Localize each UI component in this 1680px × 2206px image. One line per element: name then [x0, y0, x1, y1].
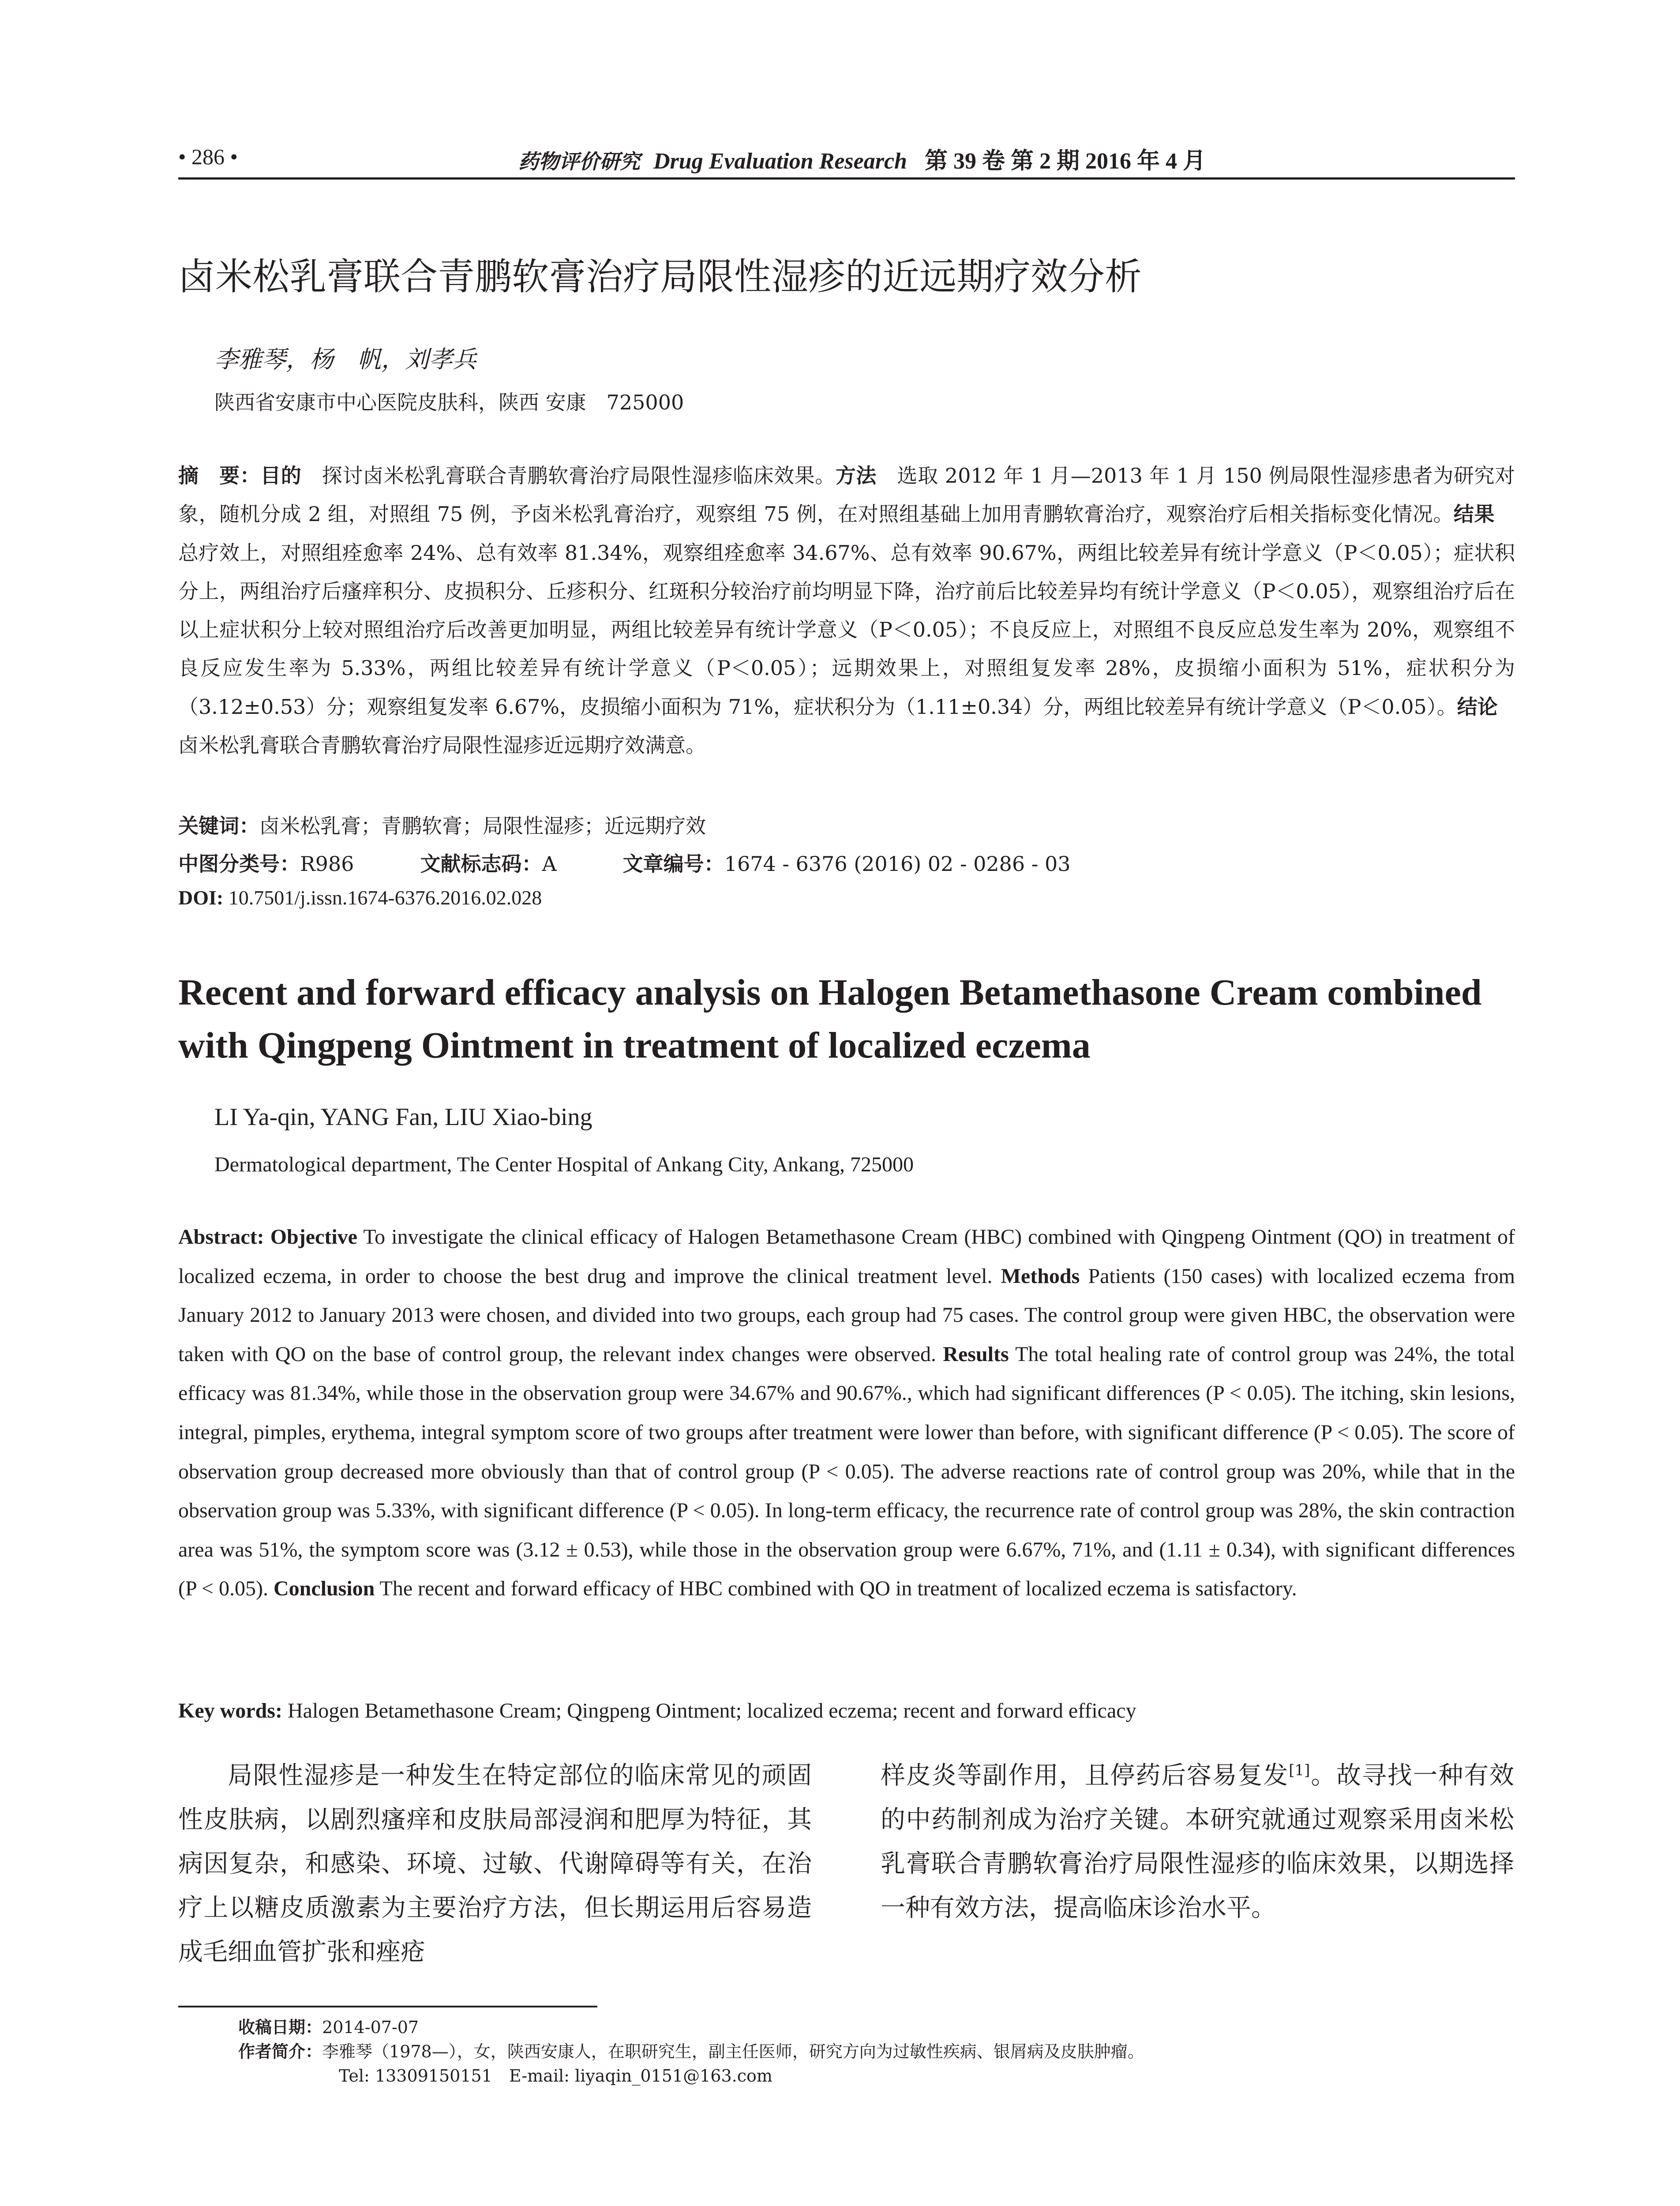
- authors-en: LI Ya-qin, YANG Fan, LIU Xiao-bing: [214, 1103, 592, 1131]
- keywords-en-label: Key words:: [178, 1699, 282, 1722]
- received-date-line: [238, 2015, 1144, 2040]
- doc-code-value: A: [542, 852, 557, 876]
- journal-name-cn: 药物评价研究: [518, 150, 640, 173]
- keywords-cn-text: 卤米松乳膏；青鹏软膏；局限性湿疹；近远期疗效: [259, 814, 706, 838]
- doc-code-label: 文献标志码：: [420, 852, 542, 876]
- abstract-cn-objective: 探讨卤米松乳膏联合青鹏软膏治疗局限性湿疹临床效果。: [301, 464, 836, 488]
- footnotes: [238, 2015, 1144, 2088]
- authors-cn: 李雅琴，杨 帆，刘孝兵: [214, 345, 476, 373]
- clc-value: R986: [300, 852, 354, 876]
- author-bio-label: 作者简介：: [238, 2042, 322, 2061]
- received-date: 2014-07-07: [322, 2018, 419, 2037]
- body-column-left: 局限性湿疹是一种发生在特定部位的临床常见的顽固性皮肤病，以剧烈瘙痒和皮肤局部浸润和肥厚为特征，其病因复杂，和感染、环境、过敏、代谢障碍等有关，在治疗上以糖皮质激素为主要治疗方法，但长期运用后容易造成毛细血管扩张和痤疮: [178, 1761, 812, 1966]
- article-number-label: 文章编号：: [622, 852, 724, 876]
- keywords-en-text: Halogen Betamethasone Cream; Qingpeng Ointment; localized eczema; recent and forward efficacy: [282, 1699, 1136, 1722]
- affiliation-cn: 陕西省安康市中心医院皮肤科，陕西 安康 725000: [214, 390, 684, 414]
- header-rule: [178, 177, 1515, 180]
- author-contact: Tel: 13309150151 E-mail: liyaqin_0151@163.com: [339, 2066, 772, 2086]
- doi-label: DOI:: [178, 886, 224, 909]
- abstract-en-conclusion-label: Conclusion: [273, 1577, 375, 1601]
- article-number-value: 1674 - 6376 (2016) 02 - 0286 - 03: [724, 852, 1071, 876]
- author-bio-line: [238, 2040, 1144, 2064]
- classification-line: [178, 848, 1071, 877]
- author-bio: 李雅琴（1978—），女，陕西安康人，在职研究生，副主任医师，研究方向为过敏性疾病、银屑病及皮肤肿瘤。: [322, 2042, 1144, 2061]
- page-number: • 286 •: [178, 144, 238, 169]
- affiliation-en: Dermatological department, The Center Hospital of Ankang City, Ankang, 725000: [214, 1153, 914, 1176]
- abstract-en-objective: To investigate the clinical efficacy of Halogen Betamethasone Cream (HBC) combined with Qingpeng Ointment (QO) in treatment of localized eczema, in order to choose the best drug and improve the clinical treatment level.: [178, 1225, 1515, 1288]
- reference-marker[interactable]: [1]: [1289, 1761, 1310, 1779]
- journal-name-en: Drug Evaluation Research: [653, 149, 907, 174]
- abstract-cn-objective-label: 目的: [260, 464, 302, 488]
- clc-label: 中图分类号：: [178, 852, 300, 876]
- abstract-en-label: Abstract: Objective: [178, 1225, 357, 1249]
- doi-line: [178, 886, 542, 909]
- abstract-cn-conclusion: 卤米松乳膏联合青鹏软膏治疗局限性湿疹近远期疗效满意。: [178, 694, 1518, 758]
- abstract-en-methods: Patients (150 cases) with localized eczema from January 2012 to January 2013 were chosen, and divided into two groups, each group had 75 cases. The control group were given HBC, the observation were taken with QO on the base of control group, the relevant index changes were observed.: [178, 1264, 1515, 1366]
- keywords-cn: [178, 810, 706, 839]
- doi-value[interactable]: 10.7501/j.issn.1674-6376.2016.02.028: [223, 886, 542, 909]
- abstract-cn-conclusion-label: 结论: [1457, 694, 1498, 719]
- abstract-cn-results-label: 结果: [1453, 502, 1495, 526]
- abstract-cn-methods-label: 方法: [835, 464, 877, 488]
- keywords-en: [178, 1699, 1136, 1723]
- title-en: Recent and forward efficacy analysis on Halogen Betamethasone Cream combined with Qingpeng Ointment in treatment of localized eczema: [178, 972, 1482, 1066]
- running-header: [178, 140, 1515, 176]
- issue-info: 第 39 卷 第 2 期 2016 年 4 月: [924, 149, 1206, 174]
- body-column-right: [881, 1754, 1514, 1930]
- abstract-en-results: The total healing rate of control group was 24%, the total efficacy was 81.34%, while those in the observation group were 34.67% and 90.67%., which had significant differences (P < 0.05). The itching, skin lesions, integral, pimples, erythema, integral symptom score of two groups after treatment were lower than before, with significant difference (P < 0.05). The score of observation group decreased more obviously than that of control group (P < 0.05). The adverse reactions rate of control group was 20%, while that in the observation group was 5.33%, with significant difference (P < 0.05). In long-term efficacy, the recurrence rate of control group was 28%, the skin contraction area was 51%, the symptom score was (3.12 ± 0.53), while those in the observation group were 6.67%, 71%, and (1.11 ± 0.34), with significant differences (P < 0.05).: [178, 1342, 1515, 1601]
- abstract-cn-methods: 选取 2012 年 1 月—2013 年 1 月 150 例局限性湿疹患者为研究对象，随机分成 2 组，对照组 75 例，予卤米松乳膏治疗，观察组 75 例，在对照组基础上加用青鹏软膏治疗，观察治疗后相关指标变化情况。: [178, 464, 1515, 526]
- journal-info: [443, 142, 1281, 175]
- abstract-cn-results: 总疗效上，对照组痊愈率 24%、总有效率 81.34%，观察组痊愈率 34.67%、总有效率 90.67%，两组比较差异有统计学意义（P＜0.05）；症状积分上，两组治疗后瘙痒积分、皮损积分、丘疹积分、红斑积分较治疗前均明显下降，治疗前后比较差异均有统计学意义（P＜0.05），观察组治疗后在以上症状积分上较对照组治疗后改善更加明显，两组比较差异有统计学意义（P＜0.05）；不良反应上，对照组不良反应总发生率为 20%，观察组不良反应发生率为 5.33%，两组比较差异有统计学意义（P＜0.05）；远期效果上，对照组复发率 28%，皮损缩小面积为 51%，症状积分为（3.12±0.53）分；观察组复发率 6.67%，皮损缩小面积为 71%，症状积分为（1.11±0.34）分，两组比较差异有统计学意义（P＜0.05）。: [178, 502, 1515, 719]
- body-right-text-2: 。故寻找一种有效的中药制剂成为治疗关键。本研究就通过观察采用卤米松乳膏联合青鹏软膏治疗局限性湿疹的临床效果，以期选择一种有效方法，提高临床诊治水平。: [881, 1761, 1514, 1922]
- abstract-en-conclusion: The recent and forward efficacy of HBC combined with QO in treatment of localized eczema is satisfactory.: [375, 1577, 1297, 1601]
- footnote-rule: [178, 2006, 597, 2007]
- abstract-cn-label: 摘 要：: [178, 464, 261, 488]
- abstract-en-methods-label: Methods: [1001, 1264, 1080, 1288]
- body-right-text-1: 样皮炎等副作用，且停药后容易复发: [881, 1761, 1289, 1790]
- abstract-cn: [178, 457, 1518, 765]
- keywords-cn-label: 关键词：: [178, 814, 259, 838]
- abstract-en: [178, 1218, 1515, 1609]
- abstract-en-results-label: Results: [943, 1342, 1009, 1366]
- title-cn: 卤米松乳膏联合青鹏软膏治疗局限性湿疹的近远期疗效分析: [178, 255, 1142, 298]
- received-date-label: 收稿日期：: [238, 2018, 322, 2037]
